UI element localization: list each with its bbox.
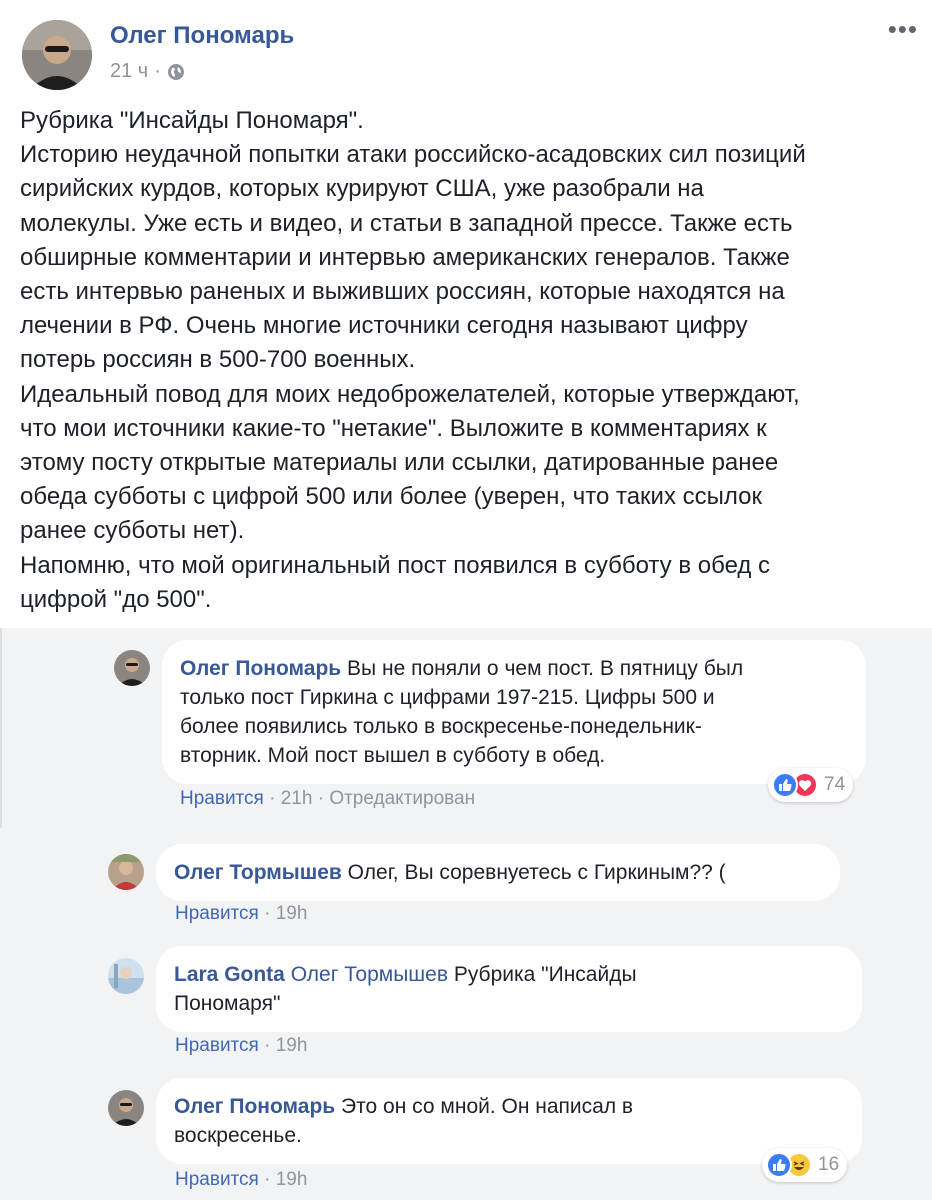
comment-author[interactable]: Олег Тормышев bbox=[174, 861, 342, 884]
comment-text: Пономаря" bbox=[174, 992, 281, 1015]
thread-divider bbox=[0, 628, 2, 828]
comment-text: Вы не поняли о чем пост. В пятницу был bbox=[341, 657, 744, 680]
comment-bubble bbox=[162, 640, 866, 784]
post-text-line: обширные комментарии и интервью американских генералов. Также bbox=[20, 243, 790, 271]
like-button[interactable]: Нравится bbox=[175, 1035, 259, 1056]
comment-actions bbox=[175, 903, 307, 925]
reaction-count: 74 bbox=[824, 774, 846, 795]
comment-actions bbox=[175, 1035, 307, 1057]
post-text-line: этому посту открытые материалы или ссылки, датированные ранее bbox=[20, 449, 779, 477]
post-text-line: Рубрика "Инсайды Пономаря". bbox=[20, 107, 364, 134]
post-text-line: есть интервью раненых и выживших россиян, которые находятся на bbox=[20, 278, 785, 306]
comment-author[interactable]: Олег Пономарь bbox=[174, 1095, 336, 1118]
comment-text: вторник. Мой пост вышел в субботу в обед. bbox=[180, 744, 606, 767]
comment-bubble bbox=[156, 844, 840, 901]
post-author-name[interactable]: Олег Пономарь bbox=[110, 22, 295, 49]
more-icon[interactable]: ••• bbox=[887, 14, 918, 44]
reaction-count: 16 bbox=[818, 1154, 840, 1175]
post-text-line: ранее субботы нет). bbox=[20, 517, 245, 545]
comment-text: Рубрика "Инсайды bbox=[447, 963, 637, 986]
post-author-avatar[interactable] bbox=[22, 20, 92, 90]
comment-avatar[interactable] bbox=[114, 650, 150, 686]
post-text-line: обеда субботы с цифрой 500 или более (уверен, что таких ссылок bbox=[20, 483, 762, 511]
post-text-line: Идеальный повод для моих недоброжелателей, которые утверждают, bbox=[20, 380, 800, 408]
comment-avatar[interactable] bbox=[108, 1090, 144, 1126]
like-reaction-icon bbox=[772, 772, 798, 798]
like-button[interactable]: Нравится bbox=[180, 788, 264, 809]
comment-mention[interactable]: Олег Тормышев bbox=[284, 963, 448, 986]
post-text-line: сирийских курдов, которых курируют США, уже разобрали на bbox=[20, 175, 704, 203]
like-button[interactable]: Нравится bbox=[175, 1169, 259, 1190]
post-text-line: Напомню, что мой оригинальный пост появился в субботу в обед с bbox=[20, 551, 771, 579]
comment-reactions[interactable] bbox=[762, 1148, 847, 1182]
comment-avatar[interactable] bbox=[108, 958, 144, 994]
comment-meta: · 21h · Отредактирован bbox=[263, 788, 476, 809]
comment-bubble bbox=[156, 946, 862, 1032]
comment-text: только пост Гиркина с цифрами 197-215. Цифры 500 и bbox=[180, 686, 715, 709]
comment-avatar[interactable] bbox=[108, 854, 144, 890]
like-reaction-icon bbox=[766, 1152, 792, 1178]
post-text bbox=[20, 104, 920, 617]
globe-icon bbox=[167, 63, 185, 81]
comment-reactions[interactable] bbox=[768, 768, 853, 802]
comment-author[interactable]: Олег Пономарь bbox=[180, 657, 342, 680]
like-button[interactable]: Нравится bbox=[175, 903, 259, 924]
comments-section bbox=[0, 628, 932, 1200]
comment-meta: · 19h bbox=[258, 1035, 308, 1056]
post-text-line: молекулы. Уже есть и видео, и статьи в западной прессе. Также есть bbox=[20, 209, 793, 237]
post-text-line: цифрой "до 500". bbox=[20, 585, 212, 613]
post-time-separator: · bbox=[154, 60, 161, 82]
comment-text: Это он со мной. Он написал в bbox=[335, 1095, 634, 1118]
post-text-line: потерь россиян в 500-700 военных. bbox=[20, 346, 416, 374]
comment-author[interactable]: Lara Gonta bbox=[174, 963, 285, 986]
comment-text: воскресенье. bbox=[174, 1124, 302, 1147]
post-text-line: Историю неудачной попытки атаки российско-асадовских сил позиций bbox=[20, 141, 806, 169]
post-meta bbox=[110, 60, 185, 83]
comment-text: Олег, Вы соревнуетесь с Гиркиным?? ( bbox=[341, 861, 726, 884]
comment-actions bbox=[180, 788, 475, 810]
comment-text: более появились только в воскресенье-понедельник- bbox=[180, 715, 702, 738]
comment-meta: · 19h bbox=[258, 1169, 308, 1190]
post-text-line: лечении в РФ. Очень многие источники сегодня называют цифру bbox=[20, 312, 748, 340]
post-time[interactable]: 21 ч bbox=[110, 60, 149, 82]
comment-actions bbox=[175, 1169, 307, 1191]
comment-meta: · 19h bbox=[258, 903, 308, 924]
comment-bubble bbox=[156, 1078, 862, 1164]
post-text-line: что мои источники какие-то "нетакие". Выложите в комментариях к bbox=[20, 414, 767, 442]
